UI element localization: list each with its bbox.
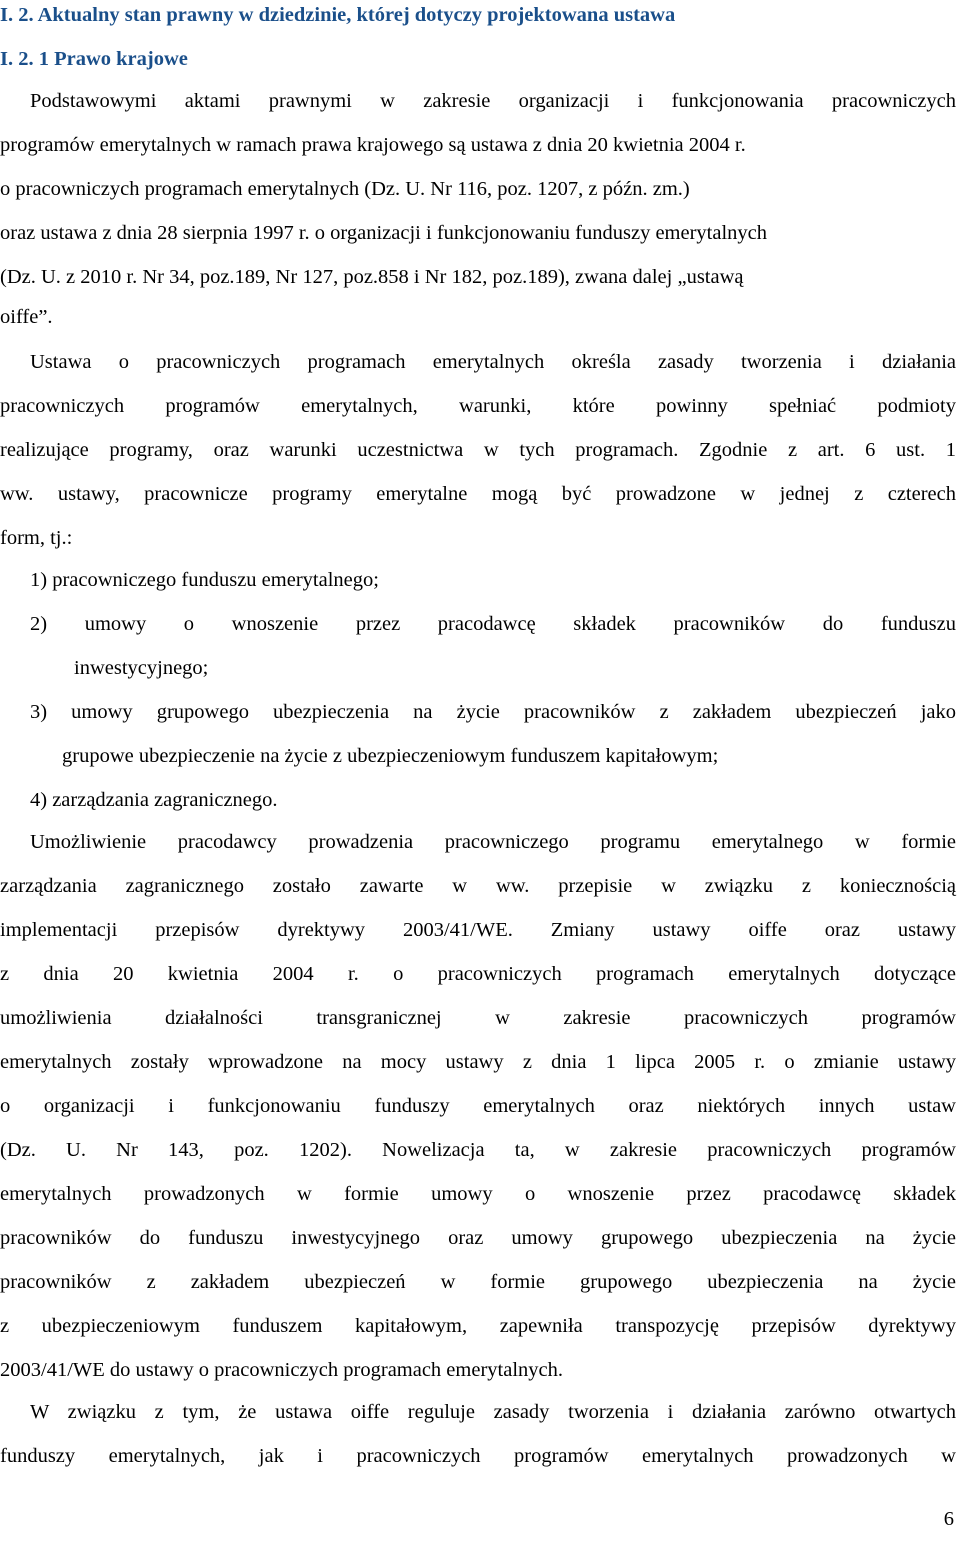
paragraph-1-line: o pracowniczych programach emerytalnych (Dz. U. Nr 116, poz. 1207, z późn. zm.) (0, 178, 690, 200)
paragraph-3-line: Umożliwienie pracodawcy prowadzenia pracowniczego programu emerytalnego w formie (30, 831, 956, 853)
paragraph-4-line: funduszy emerytalnych, jak i pracowniczych programów emerytalnych prowadzonych w (0, 1445, 956, 1467)
paragraph-3-line: o organizacji i funkcjonowaniu funduszy emerytalnych oraz niektórych innych ustaw (0, 1095, 956, 1117)
paragraph-3-line: pracowników do funduszu inwestycyjnego oraz umowy grupowego ubezpieczenia na życie (0, 1227, 956, 1249)
paragraph-1-line: (Dz. U. z 2010 r. Nr 34, poz.189, Nr 127, poz.858 i Nr 182, poz.189), zwana dalej „ustawą (0, 266, 744, 288)
list-item: 3) umowy grupowego ubezpieczenia na życie pracowników z zakładem ubezpieczeń jako (30, 701, 956, 723)
list-item: 2) umowy o wnoszenie przez pracodawcę składek pracowników do funduszu (30, 613, 956, 635)
paragraph-3-line: (Dz. U. Nr 143, poz. 1202). Nowelizacja ta, w zakresie pracowniczych programów (0, 1139, 956, 1161)
paragraph-1-line: oiffe”. (0, 306, 53, 328)
paragraph-3-line: zarządzania zagranicznego zostało zawarte w ww. przepisie w związku z koniecznością (0, 875, 956, 897)
paragraph-1-line: oraz ustawa z dnia 28 sierpnia 1997 r. o organizacji i funkcjonowaniu funduszy emerytalnych (0, 222, 767, 244)
paragraph-1-line: Podstawowymi aktami prawnymi w zakresie organizacji i funkcjonowania pracowniczych (30, 90, 956, 112)
paragraph-2-line: pracowniczych programów emerytalnych, warunki, które powinny spełniać podmioty (0, 395, 956, 417)
list-item-continuation: inwestycyjnego; (74, 657, 209, 679)
paragraph-2-line: form, tj.: (0, 527, 73, 549)
section-heading: I. 2. Aktualny stan prawny w dziedzinie, której dotyczy projektowana ustawa (0, 4, 676, 26)
paragraph-3-line: implementacji przepisów dyrektywy 2003/41/WE. Zmiany ustawy oiffe oraz ustawy (0, 919, 956, 941)
subsection-heading: I. 2. 1 Prawo krajowe (0, 48, 188, 70)
page-number: 6 (943, 1508, 954, 1530)
paragraph-2-line: Ustawa o pracowniczych programach emerytalnych określa zasady tworzenia i działania (30, 351, 956, 373)
paragraph-3-line: 2003/41/WE do ustawy o pracowniczych programach emerytalnych. (0, 1359, 563, 1381)
list-item: 1) pracowniczego funduszu emerytalnego; (30, 569, 379, 591)
paragraph-3-line: umożliwienia działalności transgranicznej w zakresie pracowniczych programów (0, 1007, 956, 1029)
list-item-continuation: grupowe ubezpieczenie na życie z ubezpieczeniowym funduszem kapitałowym; (62, 745, 719, 767)
paragraph-2-line: ww. ustawy, pracownicze programy emerytalne mogą być prowadzone w jednej z czterech (0, 483, 956, 505)
paragraph-3-line: pracowników z zakładem ubezpieczeń w formie grupowego ubezpieczenia na życie (0, 1271, 956, 1293)
paragraph-3-line: z dnia 20 kwietnia 2004 r. o pracowniczych programach emerytalnych dotyczące (0, 963, 956, 985)
paragraph-2-line: realizujące programy, oraz warunki uczestnictwa w tych programach. Zgodnie z art. 6 ust. 1 (0, 439, 956, 461)
paragraph-3-line: emerytalnych prowadzonych w formie umowy o wnoszenie przez pracodawcę składek (0, 1183, 956, 1205)
list-item: 4) zarządzania zagranicznego. (30, 789, 278, 811)
paragraph-3-line: emerytalnych zostały wprowadzone na mocy ustawy z dnia 1 lipca 2005 r. o zmianie ustawy (0, 1051, 956, 1073)
paragraph-3-line: z ubezpieczeniowym funduszem kapitałowym, zapewniła transpozycję przepisów dyrektywy (0, 1315, 956, 1337)
paragraph-1-line: programów emerytalnych w ramach prawa krajowego są ustawa z dnia 20 kwietnia 2004 r. (0, 134, 746, 156)
paragraph-4-line: W związku z tym, że ustawa oiffe reguluje zasady tworzenia i działania zarówno otwartych (30, 1401, 956, 1423)
